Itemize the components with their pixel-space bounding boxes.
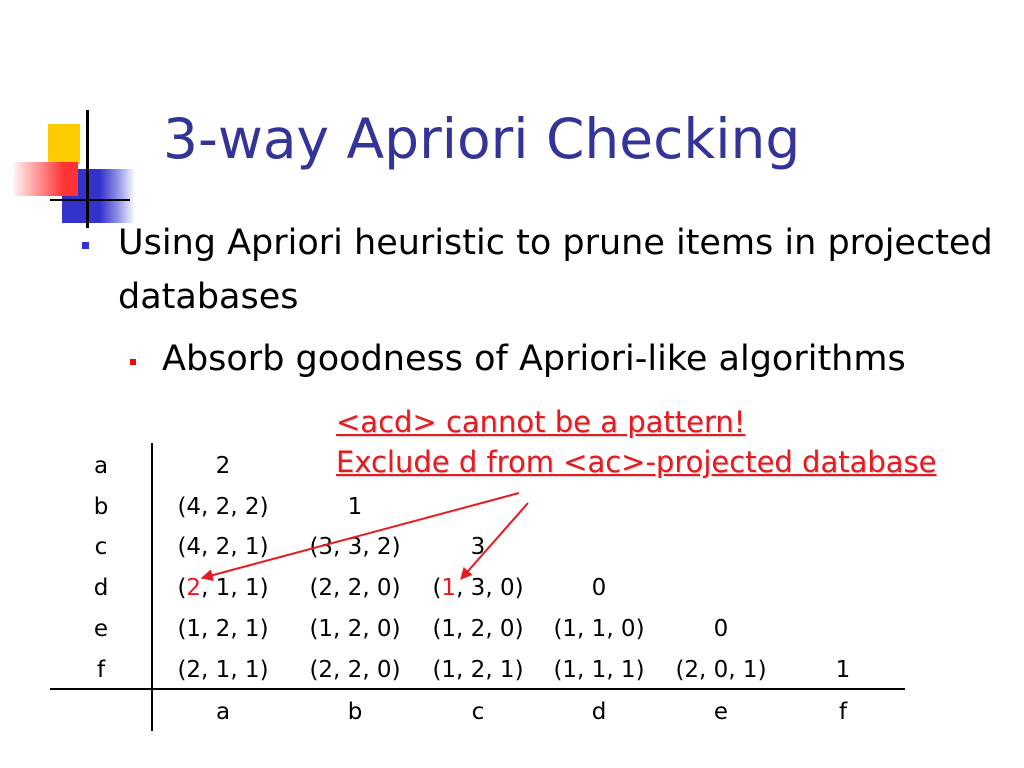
cell-text: ( xyxy=(432,575,442,601)
column-label: a xyxy=(215,699,231,725)
matrix-cell: (1, 2, 1) xyxy=(432,657,524,683)
column-label: f xyxy=(838,699,848,725)
slide-title: 3-way Apriori Checking xyxy=(163,107,801,171)
annotation-line: <acd> cannot be a pattern! xyxy=(336,405,746,439)
matrix-cell: (1, 2, 1) xyxy=(177,616,269,642)
row-label: d xyxy=(93,575,109,601)
matrix-cell: (1, 2, 0) xyxy=(432,616,524,642)
matrix-cell: 1 xyxy=(835,657,851,683)
row-label: f xyxy=(96,657,106,683)
column-label: e xyxy=(713,699,729,725)
row-label: c xyxy=(94,534,108,560)
matrix-cell: (1, 1, 1) xyxy=(553,657,645,683)
matrix-cell: 1 xyxy=(347,494,363,520)
matrix-cell: 0 xyxy=(713,616,729,642)
cell-text: ( xyxy=(177,575,187,601)
cell-text: , 1, 1) xyxy=(201,575,269,601)
column-label: b xyxy=(347,699,363,725)
matrix-cell: (2, 1, 1) xyxy=(177,657,269,683)
matrix-cell xyxy=(408,573,548,603)
matrix-cell: (2, 0, 1) xyxy=(675,657,767,683)
sub-bullet-text: Absorb goodness of Apriori-like algorithms xyxy=(162,339,906,379)
column-label: d xyxy=(591,699,607,725)
matrix-cell: (3, 3, 2) xyxy=(309,534,401,560)
matrix-cell xyxy=(153,573,293,603)
cell-text: , 3, 0) xyxy=(456,575,524,601)
matrix-cell: (1, 1, 0) xyxy=(553,616,645,642)
matrix-horizontal-rule xyxy=(50,688,905,690)
highlighted-count: 1 xyxy=(441,575,457,601)
matrix-cell: 0 xyxy=(591,575,607,601)
matrix-cell: (1, 2, 0) xyxy=(309,616,401,642)
matrix-cell: (2, 2, 0) xyxy=(309,575,401,601)
matrix-cell: (4, 2, 1) xyxy=(177,534,269,560)
bullet-text: Using Apriori heuristic to prune items in projected databases xyxy=(118,223,993,317)
row-label: a xyxy=(93,453,109,479)
row-label: e xyxy=(93,616,109,642)
matrix-cell: 2 xyxy=(215,453,231,479)
highlighted-count: 2 xyxy=(186,575,202,601)
matrix-cell: (2, 2, 0) xyxy=(309,657,401,683)
column-label: c xyxy=(471,699,485,725)
annotation-line: Exclude d from <ac>-projected database xyxy=(336,445,937,479)
matrix-cell: (4, 2, 2) xyxy=(177,494,269,520)
row-label: b xyxy=(93,494,109,520)
matrix-cell: 3 xyxy=(470,534,486,560)
